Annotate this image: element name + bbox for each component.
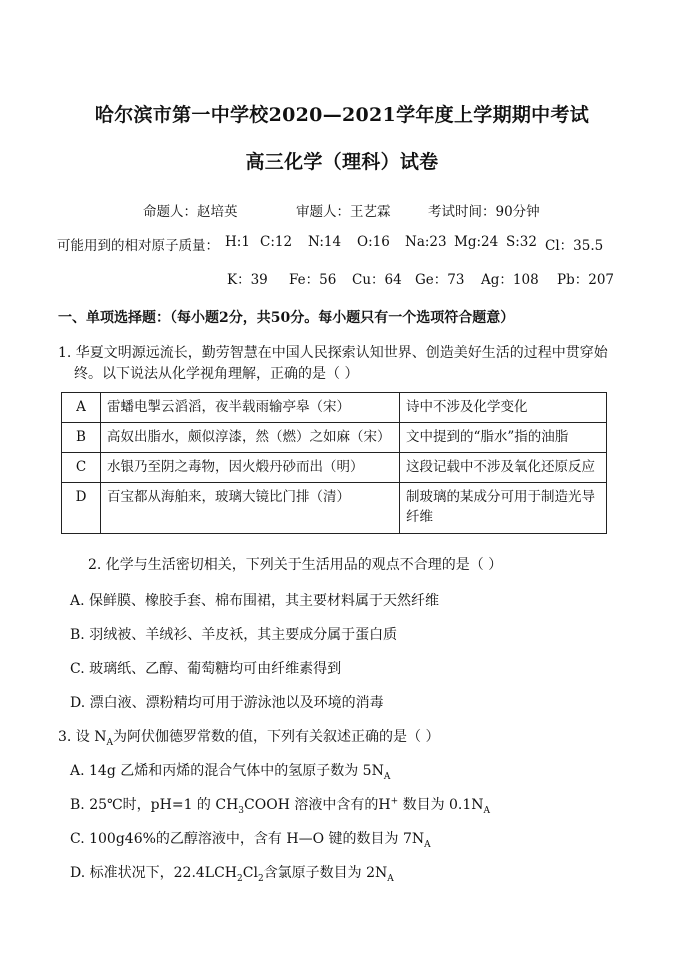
reviewer-line: 审题人：王艺霖 [296,204,391,220]
table-row [62,453,607,483]
option-note: 这段记载中不涉及氧化还原反应 [400,453,607,483]
q3-option-text: D. 标准状况下，22.4LCH [70,865,238,881]
atomic-mass-item: C:12 [260,234,293,250]
setter-line: 命题人：赵培英 [143,204,238,220]
q1-options-table [61,392,607,534]
q2-option-d: D. 漂白液、漂粉精均可用于游泳池以及环境的消毒 [70,695,384,711]
q3-option-text: COOH 溶液中含有的H [244,797,391,813]
option-text: 雷蟠电掣云滔滔，夜半载雨输亭皋（宋） [101,393,400,423]
atomic-mass-item: Pb：207 [557,272,614,288]
option-key: C [62,453,101,483]
atomic-mass-item: N:14 [308,234,342,250]
option-key: D [62,483,101,534]
table-row [62,393,607,423]
q3-stem [58,726,439,748]
q3-option-text: 含氯原子数目为 2N [263,865,388,881]
subscript: A [424,839,431,850]
q3-option-text: B. 25℃时，pH=1 的 CH [70,797,239,813]
atomic-mass-item: Cu：64 [352,272,402,288]
atomic-mass-item: O:16 [357,234,390,250]
atomic-mass-item: H:1 [225,234,250,250]
exam-time: 考试时间：90分钟 [428,204,540,220]
atomic-mass-item: Ge：73 [415,272,465,288]
table-row [62,423,607,453]
q3-option-text: 数目为 0.1N [398,797,484,813]
q3-option-text: C. 100g46%的乙醇溶液中，含有 H—O 键的数目为 7N [70,831,425,847]
q1-stem-line2: 终。以下说法从化学视角理解，正确的是（ ） [74,366,359,382]
option-note: 诗中不涉及化学变化 [400,393,607,423]
subscript: 2 [257,873,264,884]
q2-option-b: B. 羽绒被、羊绒衫、羊皮袄，其主要成分属于蛋白质 [70,627,398,643]
atomic-mass-label: 可能用到的相对原子质量： [57,238,219,254]
atomic-mass-item: Cl：35.5 [545,238,604,254]
subscript: A [383,771,391,782]
section-heading: 一、单项选择题：（每小题2分，共50分。每小题只有一个选项符合题意） [58,310,515,326]
option-text: 百宝都从海舶来，玻璃大镜比门排（清） [101,483,400,534]
atomic-mass-item: Ag：108 [481,272,539,288]
atomic-mass-item: Fe：56 [289,272,337,288]
subscript: 3 [238,805,245,816]
q3-stem-text: 3. 设 N [58,729,107,745]
subscript: A [387,873,394,884]
superscript: + [390,796,399,807]
q3-option-text: A. 14g 乙烯和丙烯的混合气体中的氢原子数为 5N [70,763,384,779]
subscript: 2 [237,873,243,884]
exam-subtitle: 高三化学（理科）试卷 [245,151,439,173]
q2-option-a: A. 保鲜膜、橡胶手套、棉布围裙，其主要材料属于天然纤维 [70,593,440,609]
q2-stem: 2. 化学与生活密切相关，下列关于生活用品的观点不合理的是（ ） [88,557,503,573]
option-text: 高奴出脂水，颇似淳漆，然（燃）之如麻（宋） [101,423,400,453]
subscript: A [483,805,491,816]
q3-option-c [70,828,431,850]
atomic-mass-item: Mg:24 [454,234,499,250]
q2-option-c: C. 玻璃纸、乙醇、葡萄糖均可由纤维素得到 [70,661,342,677]
q3-stem-text: 为阿伏伽德罗常数的值，下列有关叙述正确的是（ ） [113,729,440,745]
option-key: A [62,393,101,423]
q3-option-b [70,794,490,816]
q3-option-text: Cl [242,865,258,881]
option-key: B [62,423,101,453]
q3-option-d [70,862,394,884]
option-text: 水银乃至阴之毒物，因火煅丹砂而出（明） [101,453,400,483]
atomic-mass-item: Na:23 [405,234,447,250]
q3-option-a [70,760,390,782]
option-note: 制玻璃的某成分可用于制造光导纤维 [400,483,607,534]
table-row [62,483,607,534]
exam-title: 哈尔滨市第一中学校2020—2021学年度上学期期中考试 [94,104,590,126]
q1-stem-line1: 1. 华夏文明源远流长，勤劳智慧在中国人民探索认知世界、创造美好生活的过程中贯穿始 [58,345,608,361]
subscript: A [106,737,114,748]
atomic-mass-item: S:32 [506,234,537,250]
atomic-mass-item: K：39 [227,272,268,288]
option-note: 文中提到的“脂水”指的油脂 [400,423,607,453]
